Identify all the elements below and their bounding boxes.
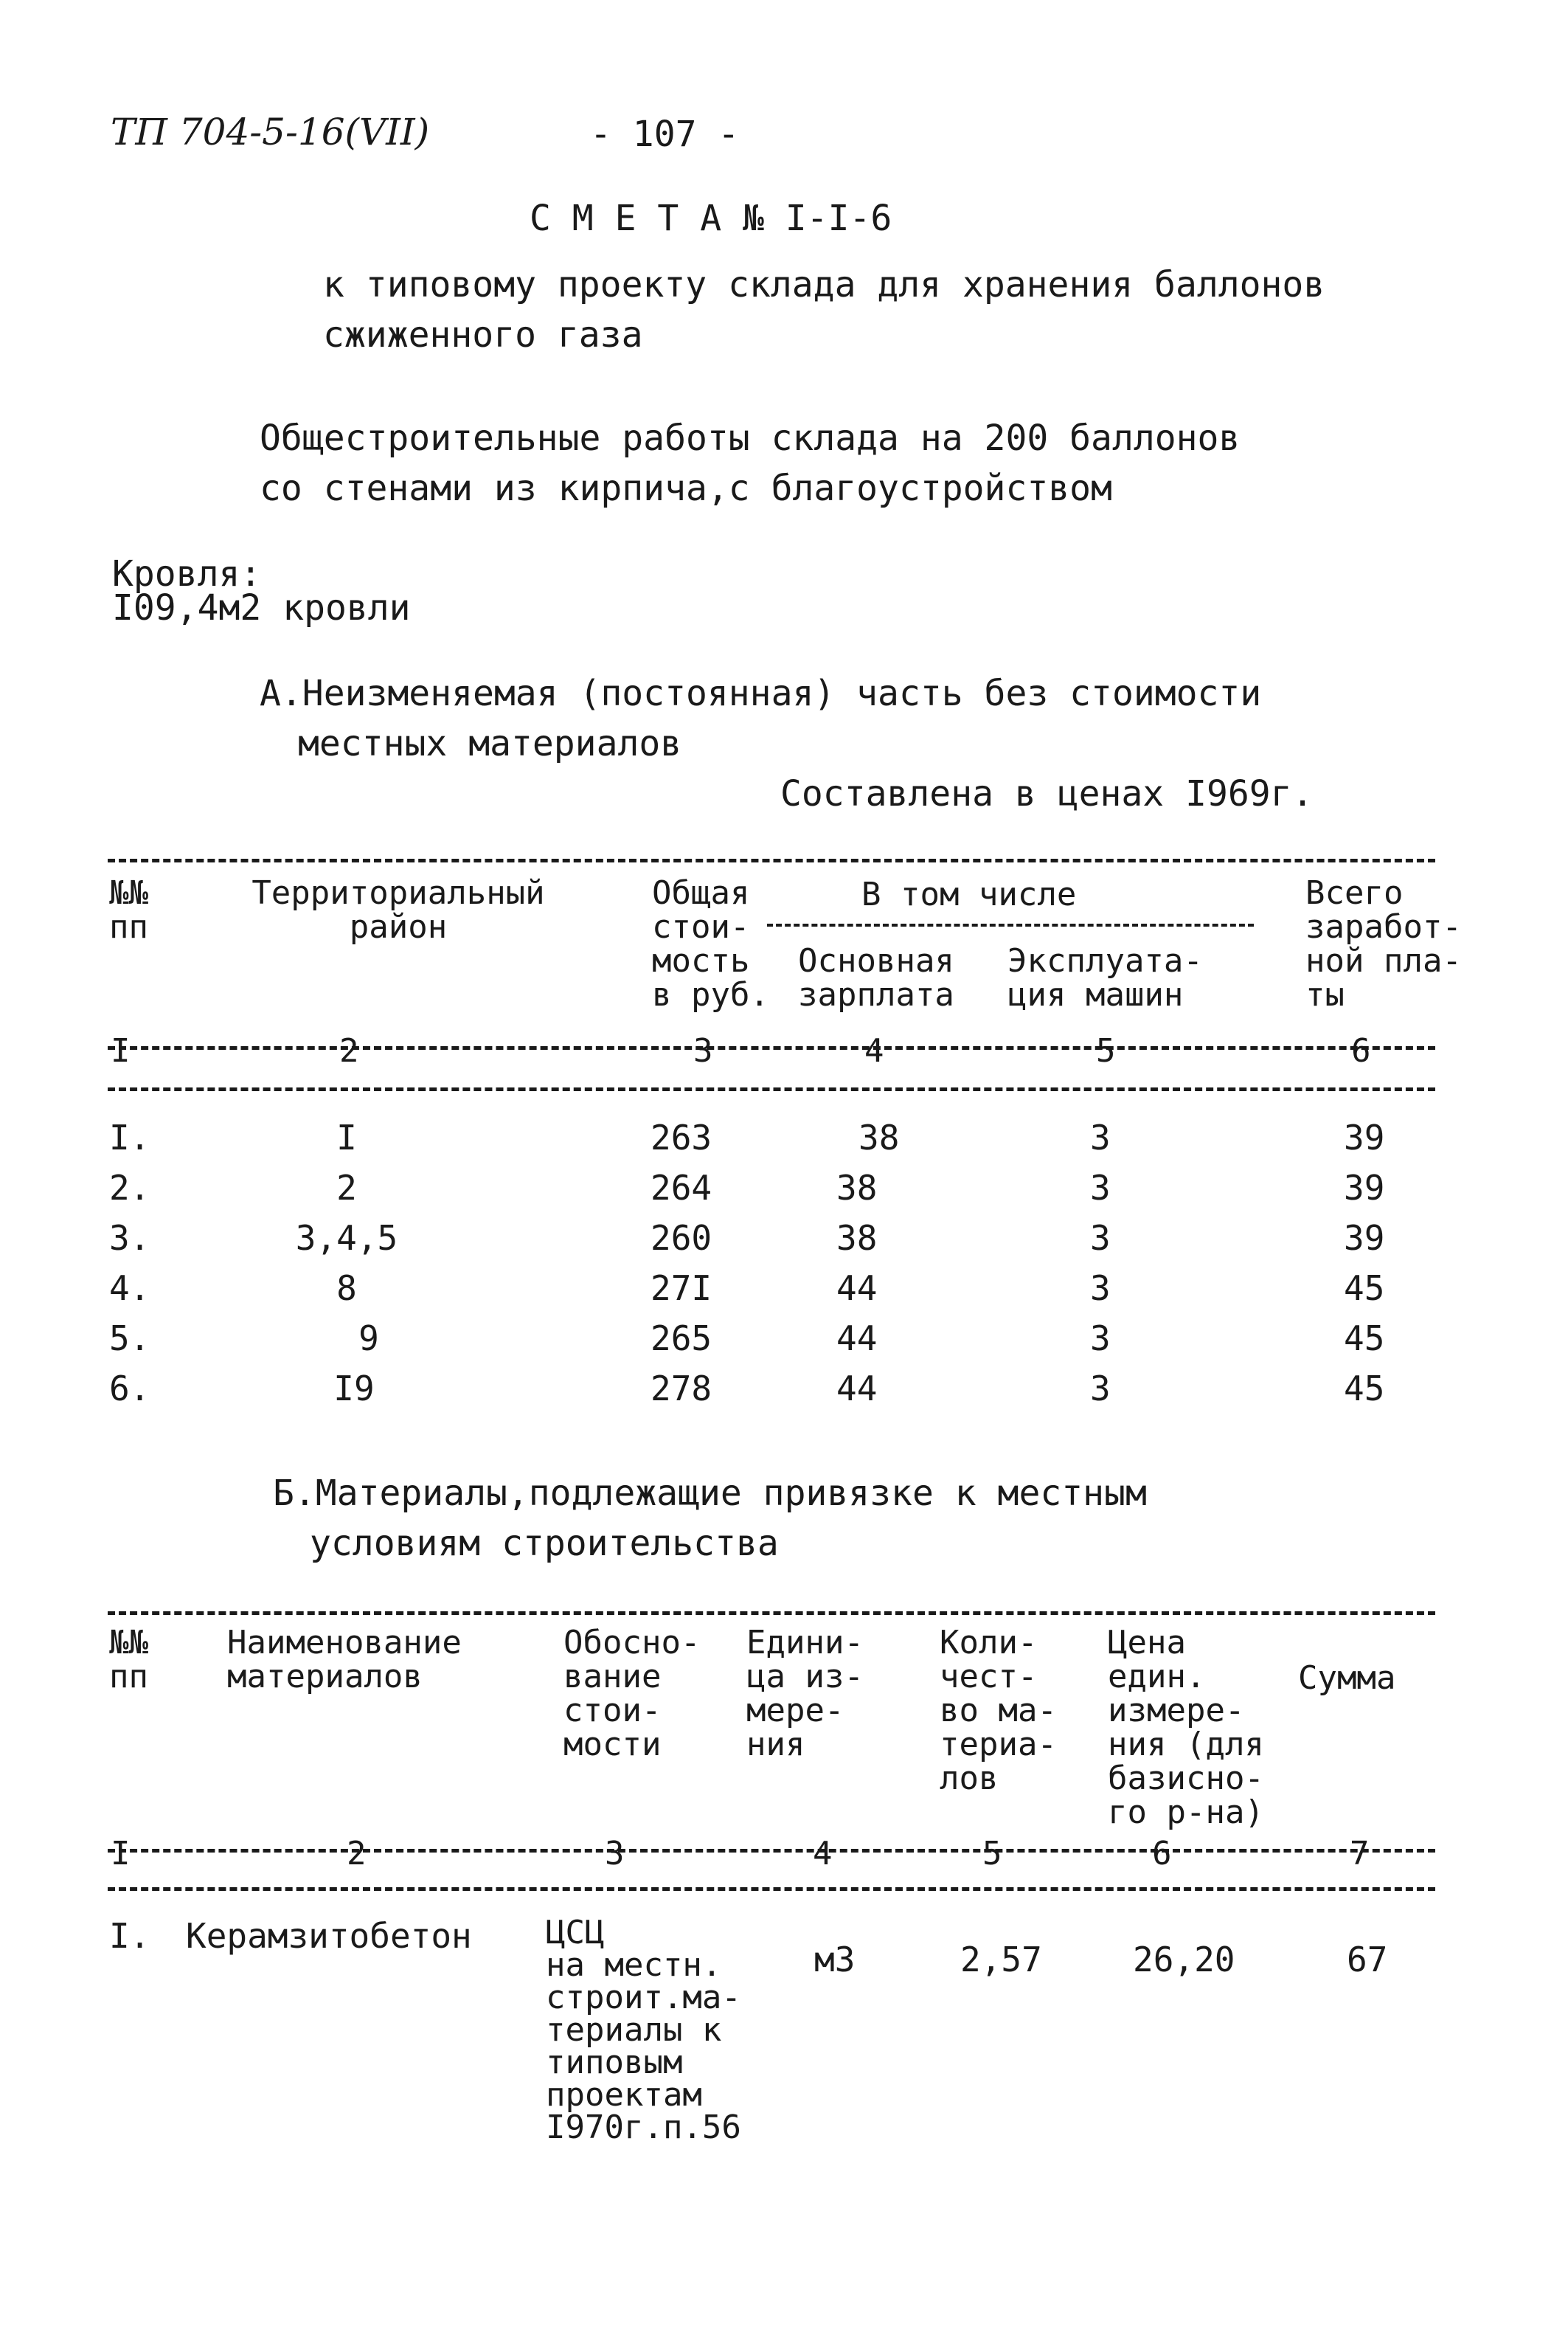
row-number: 6. [109,1369,150,1408]
row-number: 5. [109,1318,150,1358]
row-region: I [336,1118,357,1158]
table-b-colnum-2: 2 [347,1835,367,1872]
row-total-cost: 260 [651,1218,712,1258]
row-base-salary: 38 [836,1168,878,1208]
row-number: 4. [109,1268,150,1308]
table-b-header-num: №№ пп [109,1624,148,1695]
table-b-colnum-1: I [111,1835,131,1872]
table-b-header-qty: Коли- чест- во ма- териа- лов [940,1624,1057,1797]
row-total-pay: 39 [1344,1118,1385,1158]
table-b-header-basis: Обосно- вание стои- мости [563,1624,701,1763]
row-region: 3,4,5 [295,1218,398,1258]
row-total-pay: 39 [1344,1168,1385,1208]
table-b-header-bottom-rule [108,1887,1435,1891]
row-number: I. [109,1916,150,1956]
table-b-colnum-5: 5 [982,1835,1002,1872]
row-region: I9 [333,1369,375,1408]
row-total-cost: 263 [651,1118,712,1158]
row-number: I. [109,1118,150,1158]
row-unit-price: 26,20 [1133,1940,1235,1979]
row-base-salary: 38 [858,1118,900,1158]
table-a-colnum-1: I [111,1032,131,1070]
row-total-cost: 264 [651,1168,712,1208]
table-a-colnum-rule-top [108,1046,1435,1050]
row-region: 8 [336,1268,357,1308]
section-a-prices-note: Составлена в ценах I969г. [780,773,1314,814]
works-description-line1: Общестроительные работы склада на 200 баллонов [260,418,1241,459]
estimate-subtitle-line1: к типовому проекту склада для хранения баллонов [323,264,1325,305]
table-a-header-num: №№ пп [109,874,148,946]
table-a-colnum-4: 4 [864,1032,884,1070]
row-total-cost: 265 [651,1318,712,1358]
row-machines: 3 [1090,1268,1111,1308]
table-a-top-rule [108,859,1435,862]
roof-label: Кровля: [112,553,262,595]
table-b-header-price: Цена един. измере- ния (для базисно- го р-на) [1108,1624,1264,1831]
row-total-cost: 27I [651,1268,712,1308]
row-machines: 3 [1090,1318,1111,1358]
table-b-header-unit: Едини- ца из- мере- ния [746,1624,864,1763]
row-cost-basis: ЦСЦ на местн. строит.ма- териалы к типовым проектам I970г.п.56 [546,1914,741,2146]
row-base-salary: 44 [836,1268,878,1308]
table-a-header-region: Территориальный район [251,874,545,946]
row-total-pay: 45 [1344,1268,1385,1308]
row-base-salary: 44 [836,1369,878,1408]
table-a-colnum-5: 5 [1096,1032,1116,1070]
row-machines: 3 [1090,1118,1111,1158]
estimate-subtitle-line2: сжиженного газа [323,314,643,356]
row-number: 2. [109,1168,150,1208]
works-description-line2: со стенами из кирпича,с благоустройством [260,468,1112,509]
table-b-colnum-rule-top [108,1849,1435,1853]
row-base-salary: 44 [836,1318,878,1358]
row-quantity: 2,57 [960,1940,1042,1979]
table-a-colnum-6: 6 [1351,1032,1371,1070]
table-a-header-total-cost: Общая стои- мость в руб. [652,874,769,1014]
section-b-title-line2: условиям строительства [310,1523,779,1564]
row-number: 3. [109,1218,150,1258]
table-a-colnum-2: 2 [339,1032,359,1070]
table-a-header-base-salary: Основная зарплата [798,942,954,1014]
estimate-heading: С М Е Т А № I-I-6 [530,198,892,239]
table-b-colnum-6: 6 [1152,1835,1172,1872]
table-b-header-name: Наименование материалов [227,1624,462,1695]
section-a-title-line1: А.Неизменяемая (постоянная) часть без стоимости [260,673,1262,714]
table-a-header-bottom-rule [108,1087,1435,1091]
row-region: 2 [336,1168,357,1208]
table-b-header-sum: Сумма [1298,1659,1396,1697]
row-machines: 3 [1090,1168,1111,1208]
row-base-salary: 38 [836,1218,878,1258]
section-b-title-line1: Б.Материалы,подлежащие привязке к местным [273,1473,1147,1514]
row-total-cost: 278 [651,1369,712,1408]
table-b-top-rule [108,1611,1435,1615]
section-a-title-line2: местных материалов [298,723,682,764]
table-b-colnum-7: 7 [1350,1835,1370,1872]
table-a-header-total-pay: Всего заработ- ной пла- ты [1305,874,1462,1014]
table-a-header-including: В том числе [861,876,1077,913]
row-region: 9 [358,1318,379,1358]
page-number: - 107 - [590,114,740,155]
row-material-name: Керамзитобетон [186,1916,472,1956]
row-unit: м3 [814,1940,856,1979]
row-total-pay: 45 [1344,1369,1385,1408]
table-a-header-machines: Эксплуата- ция машин [1007,942,1203,1014]
row-sum: 67 [1347,1940,1388,1979]
table-b-colnum-3: 3 [605,1835,625,1872]
table-a-colnum-3: 3 [693,1032,713,1070]
document-code: ТП 704-5-16(VII) [111,111,430,153]
table-b-colnum-4: 4 [813,1835,833,1872]
row-total-pay: 39 [1344,1218,1385,1258]
row-machines: 3 [1090,1218,1111,1258]
row-machines: 3 [1090,1369,1111,1408]
roof-value: I09,4м2 кровли [112,587,411,629]
row-total-pay: 45 [1344,1318,1385,1358]
table-a-including-rule [767,924,1254,927]
